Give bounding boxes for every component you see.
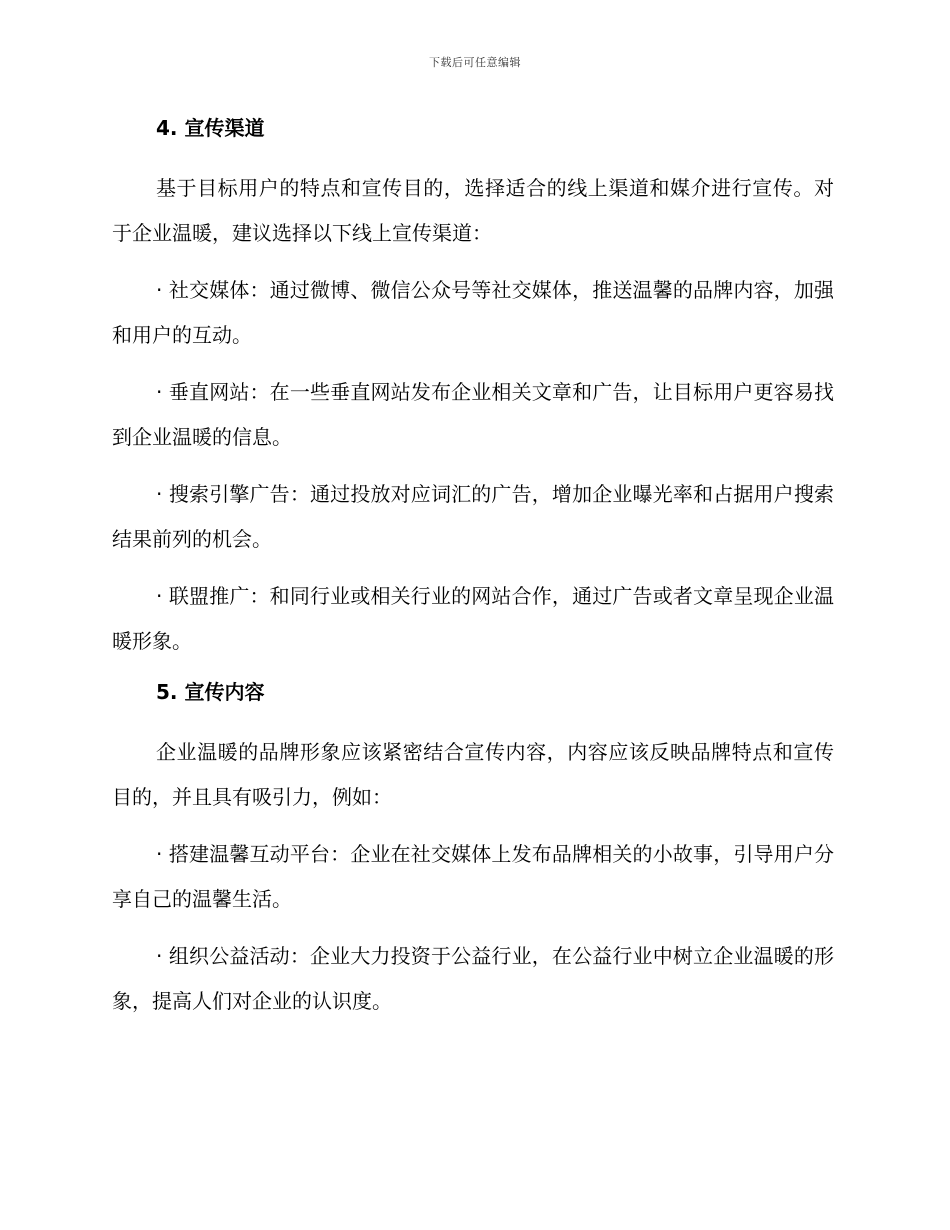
bullet-social-media: · 社交媒体：通过微博、微信公众号等社交媒体，推送温馨的品牌内容，加强和用户的互动。 [112,278,834,347]
bullet-charity-activities: · 组织公益活动：企业大力投资于公益行业，在公益行业中树立企业温暖的形象，提高人们对企业的认识度。 [112,944,834,1013]
section-heading-channels: 4. 宣传渠道 [156,116,265,140]
bullet-alliance-promotion: · 联盟推广：和同行业或相关行业的网站合作，通过广告或者文章呈现企业温暖形象。 [112,584,834,653]
document-body [112,112,834,1036]
page-header: 下载后可任意编辑 [429,56,521,69]
bullet-search-ads: · 搜索引擎广告：通过投放对应词汇的广告，增加企业曝光率和占据用户搜索结果前列的机会。 [112,482,834,551]
paragraph-content-intro: 企业温暖的品牌形象应该紧密结合宣传内容，内容应该反映品牌特点和宣传目的，并且具有吸引力，例如： [112,740,834,809]
paragraph-channels-intro: 基于目标用户的特点和宣传目的，选择适合的线上渠道和媒介进行宣传。对于企业温暖，建议选择以下线上宣传渠道： [112,176,834,245]
bullet-interactive-platform: · 搭建温馨互动平台：企业在社交媒体上发布品牌相关的小故事，引导用户分享自己的温馨生活。 [112,842,834,911]
bullet-vertical-sites: · 垂直网站：在一些垂直网站发布企业相关文章和广告，让目标用户更容易找到企业温暖的信息。 [112,380,834,449]
section-heading-content: 5. 宣传内容 [156,680,265,704]
